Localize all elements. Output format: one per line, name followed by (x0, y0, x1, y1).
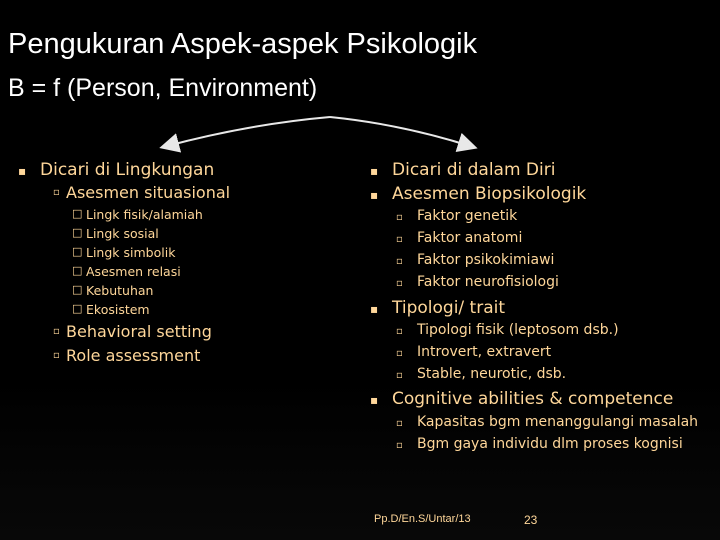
box-bullet-icon: □ (72, 207, 83, 220)
bio-item: Faktor genetik (417, 208, 518, 224)
square-bullet-icon: ▪ (370, 188, 379, 202)
square-outline-bullet-icon: ▫ (53, 350, 60, 361)
box-bullet-icon: □ (72, 283, 83, 296)
square-bullet-icon: ▪ (370, 393, 379, 407)
box-bullet-icon: □ (72, 302, 83, 315)
square-outline-bullet-icon: ▫ (396, 440, 403, 451)
left-item: Lingk simbolik (86, 245, 176, 260)
box-bullet-icon: □ (72, 264, 83, 277)
left-sub-role: Role assessment (66, 346, 201, 365)
right-heading-bio: Asesmen Biopsikologik (392, 184, 587, 204)
arrow-right (330, 117, 470, 146)
right-heading-trait: Tipologi/ trait (392, 298, 506, 318)
square-outline-bullet-icon: ▫ (396, 348, 403, 359)
slide-subtitle: B = f (Person, Environment) (8, 74, 318, 102)
square-bullet-icon: ▪ (370, 302, 379, 316)
left-sub-behavioral: Behavioral setting (66, 322, 212, 341)
box-bullet-icon: □ (72, 245, 83, 258)
left-item: Kebutuhan (86, 283, 154, 298)
left-item: Lingk sosial (86, 226, 159, 241)
cognitive-item: Kapasitas bgm menanggulangi masalah (417, 414, 699, 430)
left-item: Ekosistem (86, 302, 150, 317)
right-heading-cognitive: Cognitive abilities & competence (392, 389, 674, 409)
square-outline-bullet-icon: ▫ (396, 326, 403, 337)
square-outline-bullet-icon: ▫ (396, 212, 403, 223)
right-heading-diri: Dicari di dalam Diri (392, 160, 556, 180)
square-bullet-icon: ▪ (370, 164, 379, 178)
left-sub-situasional: Asesmen situasional (66, 183, 231, 202)
trait-item: Introvert, extravert (417, 344, 552, 360)
square-outline-bullet-icon: ▫ (396, 256, 403, 267)
cognitive-item: Bgm gaya individu dlm proses kognisi (417, 436, 683, 452)
square-outline-bullet-icon: ▫ (396, 418, 403, 429)
bio-item: Faktor anatomi (417, 230, 523, 246)
square-bullet-icon: ▪ (18, 164, 27, 178)
left-heading: Dicari di Lingkungan (40, 160, 215, 180)
left-item: Asesmen relasi (86, 264, 181, 279)
arrow-left (167, 117, 330, 146)
trait-item: Stable, neurotic, dsb. (417, 366, 567, 382)
square-outline-bullet-icon: ▫ (396, 278, 403, 289)
bio-item: Faktor neurofisiologi (417, 274, 559, 290)
page-number: 23 (524, 513, 538, 527)
footer-source: Pp.D/En.S/Untar/13 (374, 513, 471, 525)
square-outline-bullet-icon: ▫ (53, 187, 60, 198)
bio-item: Faktor psikokimiawi (417, 252, 555, 268)
square-outline-bullet-icon: ▫ (53, 326, 60, 337)
square-outline-bullet-icon: ▫ (396, 370, 403, 381)
trait-item: Tipologi fisik (leptosom dsb.) (417, 322, 619, 338)
box-bullet-icon: □ (72, 226, 83, 239)
left-item: Lingk fisik/alamiah (86, 207, 203, 222)
square-outline-bullet-icon: ▫ (396, 234, 403, 245)
slide-title: Pengukuran Aspek-aspek Psikologik (8, 28, 478, 60)
